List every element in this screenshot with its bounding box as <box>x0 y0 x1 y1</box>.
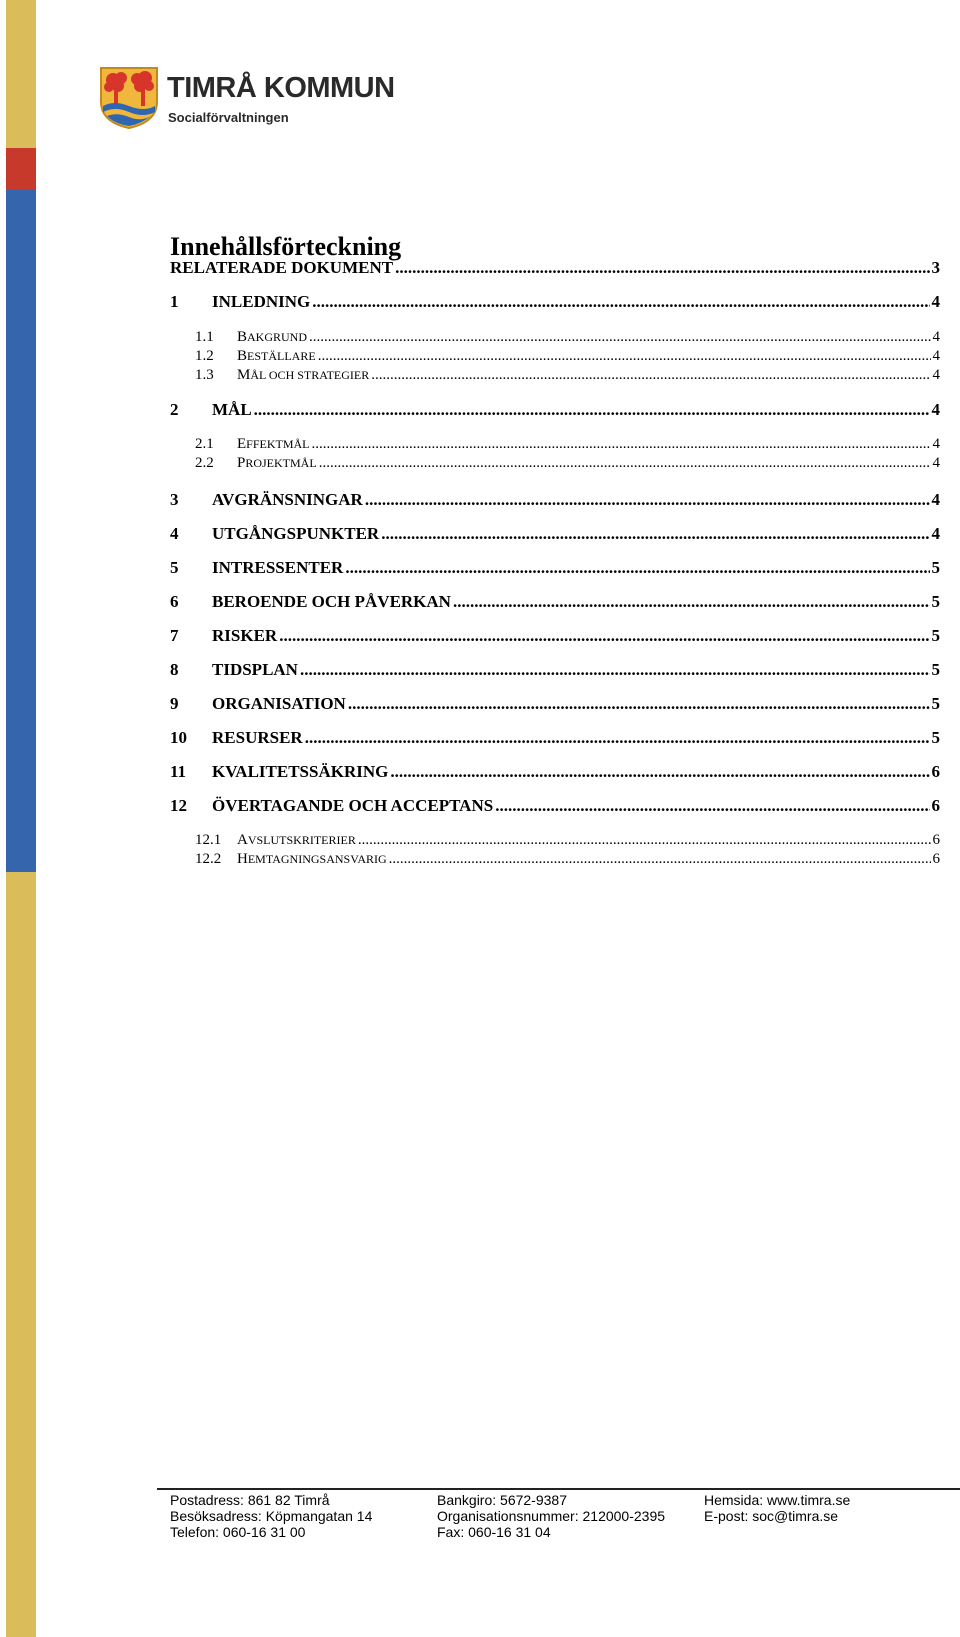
toc-entry-number: 2.1 <box>195 436 214 452</box>
toc-entry[interactable] <box>170 524 940 544</box>
toc-entry-page: 5 <box>931 592 940 611</box>
toc-entry-label-initial: B <box>237 348 248 364</box>
toc-entry[interactable] <box>170 436 940 453</box>
toc-dot-leader <box>348 694 930 714</box>
toc-entry[interactable] <box>170 400 940 420</box>
side-color-bar <box>6 0 36 1637</box>
toc-entry-page: 4 <box>931 400 940 419</box>
logo-title: TIMRÅ KOMMUN <box>167 72 395 104</box>
toc-entry-label-rest: VSLUTSKRITERIER <box>247 833 356 847</box>
toc-entry-label <box>237 436 310 453</box>
toc-entry[interactable] <box>170 694 940 714</box>
toc-entry-label: ÖVERTAGANDE OCH ACCEPTANS <box>212 796 494 815</box>
toc-entry-label: AVGRÄNSNINGAR <box>212 490 363 509</box>
toc-entry-label <box>237 329 307 346</box>
toc-entry[interactable] <box>170 348 940 365</box>
toc-entry-label: ORGANISATION <box>212 694 346 713</box>
toc-entry-label-initial: M <box>237 367 251 383</box>
side-bar-red <box>6 148 36 190</box>
toc-entry-number: 1.1 <box>195 329 214 345</box>
toc-entry-number: 2 <box>170 400 179 419</box>
toc-entry-label-rest: AKGRUND <box>247 330 308 344</box>
toc-entry-label: INTRESSENTER <box>212 558 344 577</box>
toc-entry-number: 12 <box>170 796 187 815</box>
toc-entry-label <box>237 348 316 365</box>
toc-entry-label: INLEDNING <box>212 292 311 311</box>
toc-entry-page: 4 <box>932 455 940 471</box>
toc-entry-label-rest: FFEKTMÅL <box>246 437 310 451</box>
toc-entry-label-initial: H <box>237 851 248 867</box>
footer-postal-address: Postadress: 861 82 Timrå <box>170 1492 330 1508</box>
toc-dot-leader <box>312 436 931 453</box>
side-bar-blue <box>6 190 36 872</box>
toc-entry-number: 1.2 <box>195 348 214 364</box>
toc-entry[interactable] <box>170 292 940 312</box>
toc-entry-page: 6 <box>932 851 940 867</box>
toc-dot-leader <box>453 592 930 612</box>
footer-email: E-post: soc@timra.se <box>704 1508 839 1524</box>
municipality-logo <box>99 66 395 136</box>
toc-entry-number: 12.2 <box>195 851 222 867</box>
toc-entry[interactable] <box>170 367 940 384</box>
toc-dot-leader <box>279 626 929 646</box>
toc-entry-label: UTGÅNGSPUNKTER <box>212 524 380 543</box>
footer-finance-column <box>437 1492 665 1540</box>
toc-entry[interactable] <box>170 490 940 510</box>
toc-entry[interactable] <box>170 728 940 748</box>
toc-entry-page: 3 <box>931 258 940 277</box>
toc-entry-number: 11 <box>170 762 187 781</box>
toc-entry-label-rest: ESTÄLLARE <box>247 349 316 363</box>
toc-entry[interactable] <box>170 455 940 472</box>
logo-subtitle: Socialförvaltningen <box>168 110 289 125</box>
toc-entry-label <box>237 455 317 472</box>
toc-entry-page: 6 <box>931 762 940 781</box>
toc-entry-page: 4 <box>931 524 940 543</box>
toc-entry-label <box>237 851 387 868</box>
toc-entry[interactable] <box>170 796 940 816</box>
toc-entry-number: 1.3 <box>195 367 214 383</box>
toc-entry-number: 12.1 <box>195 832 222 848</box>
footer-web-column <box>704 1492 850 1524</box>
toc-entry-page: 5 <box>931 558 940 577</box>
toc-entry[interactable] <box>170 851 940 868</box>
toc-entry-label: RISKER <box>212 626 278 645</box>
toc-entry-page: 6 <box>932 832 940 848</box>
toc-entry-label <box>237 367 369 384</box>
toc-dot-leader <box>389 851 931 868</box>
toc-entry-number: 9 <box>170 694 179 713</box>
toc-entry-number: 8 <box>170 660 179 679</box>
toc-entry-page: 6 <box>931 796 940 815</box>
toc-dot-leader <box>358 832 931 849</box>
toc-entry-page: 4 <box>932 436 940 452</box>
toc-entry-number: 2.2 <box>195 455 214 471</box>
toc-entry-label <box>237 832 356 849</box>
toc-entry-label: KVALITETSSÄKRING <box>212 762 389 781</box>
toc-entry[interactable] <box>170 558 940 578</box>
toc-dot-leader <box>309 329 930 346</box>
toc-entry-page: 4 <box>931 490 940 509</box>
toc-entry-label-initial: E <box>237 436 247 452</box>
toc-entry-label: RELATERADE DOKUMENT <box>170 258 394 277</box>
toc-entry-label: BEROENDE OCH PÅVERKAN <box>212 592 451 611</box>
toc-entry-label: TIDSPLAN <box>212 660 298 679</box>
toc-entry-label: RESURSER <box>212 728 303 747</box>
toc-dot-leader <box>365 490 930 510</box>
side-bar-yellow-top <box>6 0 36 148</box>
side-bar-yellow-bottom <box>6 872 36 1637</box>
toc-entry-number: 5 <box>170 558 179 577</box>
toc-entry-label-rest: EMTAGNINGSANSVARIG <box>247 852 387 866</box>
toc-entry[interactable] <box>170 329 940 346</box>
toc-entry[interactable] <box>170 592 940 612</box>
toc-entry-number: 3 <box>170 490 179 509</box>
toc-dot-leader <box>345 558 929 578</box>
toc-entry-label: MÅL <box>212 400 252 419</box>
footer-divider <box>157 1488 960 1490</box>
toc-entry[interactable] <box>170 660 940 680</box>
toc-entry-label-rest: ÅL OCH STRATEGIER <box>250 368 370 382</box>
toc-entry-number: 4 <box>170 524 179 543</box>
toc-entry-page: 4 <box>932 329 940 345</box>
toc-dot-leader <box>305 728 930 748</box>
toc-entry-number: 6 <box>170 592 179 611</box>
toc-dot-leader <box>390 762 929 782</box>
toc-dot-leader <box>319 455 931 472</box>
footer-org-number: Organisationsnummer: 212000-2395 <box>437 1508 666 1524</box>
toc-dot-leader <box>300 660 930 680</box>
toc-dot-leader <box>495 796 929 816</box>
toc-entry-label-initial: P <box>237 455 246 471</box>
toc-entry-page: 5 <box>931 660 940 679</box>
footer-bankgiro: Bankgiro: 5672-9387 <box>437 1492 567 1508</box>
toc-entry-page: 4 <box>932 367 940 383</box>
toc-dot-leader <box>254 400 930 420</box>
toc-entry-page: 4 <box>932 348 940 364</box>
toc-entry-page: 4 <box>931 292 940 311</box>
toc-entry-page: 5 <box>931 728 940 747</box>
toc-entry-number: 1 <box>170 292 179 311</box>
toc-dot-leader <box>318 348 931 365</box>
toc-entry[interactable] <box>170 626 940 646</box>
toc-entry-number: 10 <box>170 728 187 747</box>
footer-contact-column <box>170 1492 372 1540</box>
toc-heading: Innehållsförteckning <box>170 232 402 261</box>
toc-entry-label-initial: A <box>237 832 248 848</box>
toc-entry[interactable] <box>170 762 940 782</box>
toc-dot-leader <box>381 524 929 544</box>
footer-visiting-address: Besöksadress: Köpmangatan 14 <box>170 1508 373 1524</box>
footer-phone: Telefon: 060-16 31 00 <box>170 1524 306 1540</box>
toc-dot-leader <box>312 292 929 312</box>
toc-entry-label-rest: ROJEKTMÅL <box>245 456 317 470</box>
coat-of-arms-icon <box>99 66 159 130</box>
footer-website: Hemsida: www.timra.se <box>704 1492 851 1508</box>
toc-entry-number: 7 <box>170 626 179 645</box>
toc-entry[interactable] <box>170 832 940 849</box>
toc-entry-page: 5 <box>931 694 940 713</box>
footer-fax: Fax: 060-16 31 04 <box>437 1524 551 1540</box>
toc-entry-label-initial: B <box>237 329 248 345</box>
toc-entry-page: 5 <box>931 626 940 645</box>
toc-dot-leader <box>395 258 929 278</box>
toc-entry[interactable] <box>170 258 940 278</box>
toc-dot-leader <box>371 367 930 384</box>
